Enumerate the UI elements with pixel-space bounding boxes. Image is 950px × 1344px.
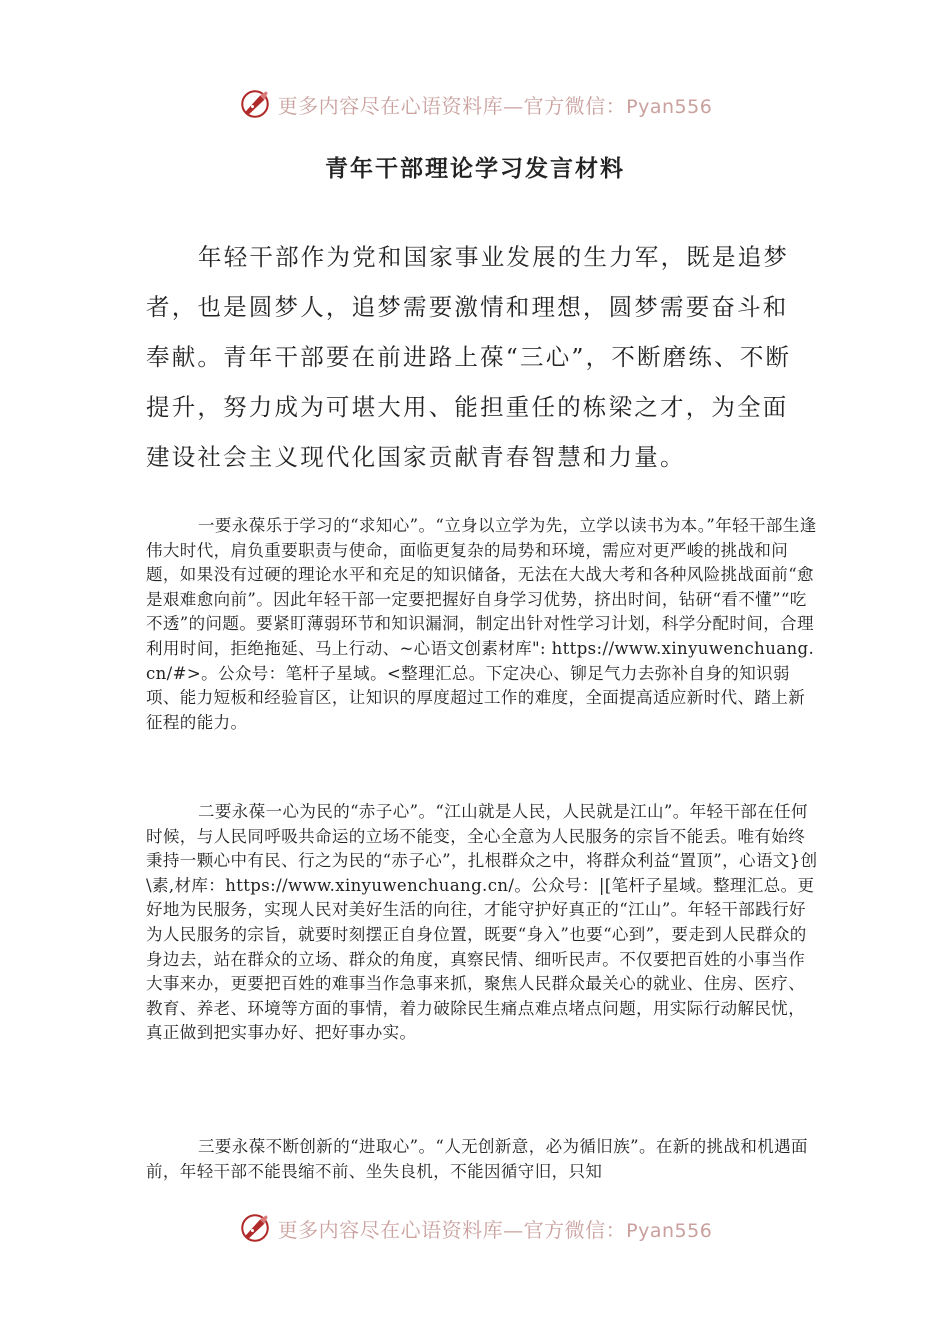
footer-banner-wechat-id: Pyan556	[626, 1219, 713, 1242]
pen-nib-logo-icon	[238, 87, 272, 121]
footer-banner-text	[278, 1214, 713, 1243]
header-banner-label: 更多内容尽在心语资料库—官方微信：	[277, 93, 627, 118]
body-paragraph-3: 三要永葆不断创新的“进取心”。“人无创新意，必为循旧族”。在新的挑战和机遇面前，年轻干部不能畏缩不前、坐失良机，不能因循守旧，只知	[146, 1137, 808, 1181]
document-title: 青年干部理论学习发言材料	[325, 155, 625, 182]
footer-banner	[0, 1206, 950, 1250]
footer-banner-label: 更多内容尽在心语资料库—官方微信：	[277, 1217, 627, 1242]
pen-nib-logo-icon	[238, 1211, 272, 1245]
header-banner-wechat-id: Pyan556	[626, 95, 713, 118]
intro-paragraph: 年轻干部作为党和国家事业发展的生力军，既是追梦者，也是圆梦人，追梦需要激情和理想，圆梦需要奋斗和奉献。青年干部要在前进路上葆“三心”，不断磨练、不断提升，努力成为可堪大用、能担重任的栋梁之才，为全面建设社会主义现代化国家贡献青春智慧和力量。	[146, 243, 792, 471]
body-paragraph-1: 一要永葆乐于学习的“求知心”。“立身以立学为先，立学以读书为本。”年轻干部生逢伟大时代，肩负重要职责与使命，面临更复杂的局势和环境，需应对更严峻的挑战和问题，如果没有过硬的理论水平和充足的知识储备，无法在大战大考和各种风险挑战面前“愈是艰难愈向前”。因此年轻干部一定要把握好自身学习优势，挤出时间，钻研“看不懂”“吃不透”的问题。要紧盯薄弱环节和知识漏洞，制定出针对性学习计划，科学分配时间，合理利用时间，拒绝拖延、马上行动、~心语文创素材库": https://www.xinyuwenchuang.cn/#>。公众号：笔杆子星域。<整理汇总。下定决心、铆足气力去弥补自身的知识弱项、能力短板和经验盲区，让知识的厚度超过工作的难度，全面提高适应新时代、踏上新征程的能力。	[146, 516, 817, 732]
header-banner	[0, 82, 950, 126]
body-paragraph-2: 二要永葆一心为民的“赤子心”。“江山就是人民，人民就是江山”。年轻干部在任何时候，与人民同呼吸共命运的立场不能变，全心全意为人民服务的宗旨不能丢。唯有始终秉持一颗心中有民、行之为民的“赤子心”，扎根群众之中，将群众利益“置顶”，心语文}创\素,材库：https://www.xinyuwenchuang.cn/。公众号：|[笔杆子星域。整理汇总。更好地为民服务，实现人民对美好生活的向往，才能守护好真正的“江山”。年轻干部践行好为人民服务的宗旨，就要时刻摆正自身位置，既要“身入”也要“心到”，要走到人民群众的身边去，站在群众的立场、群众的角度，真察民情、细听民声。不仅要把百姓的小事当作大事来办，更要把百姓的难事当作急事来抓，聚焦人民群众最关心的就业、住房、医疗、教育、养老、环境等方面的事情，着力破除民生痛点难点堵点问题，用实际行动解民忧，真正做到把实事办好、把好事办实。	[146, 802, 818, 1043]
header-banner-text	[278, 90, 713, 119]
